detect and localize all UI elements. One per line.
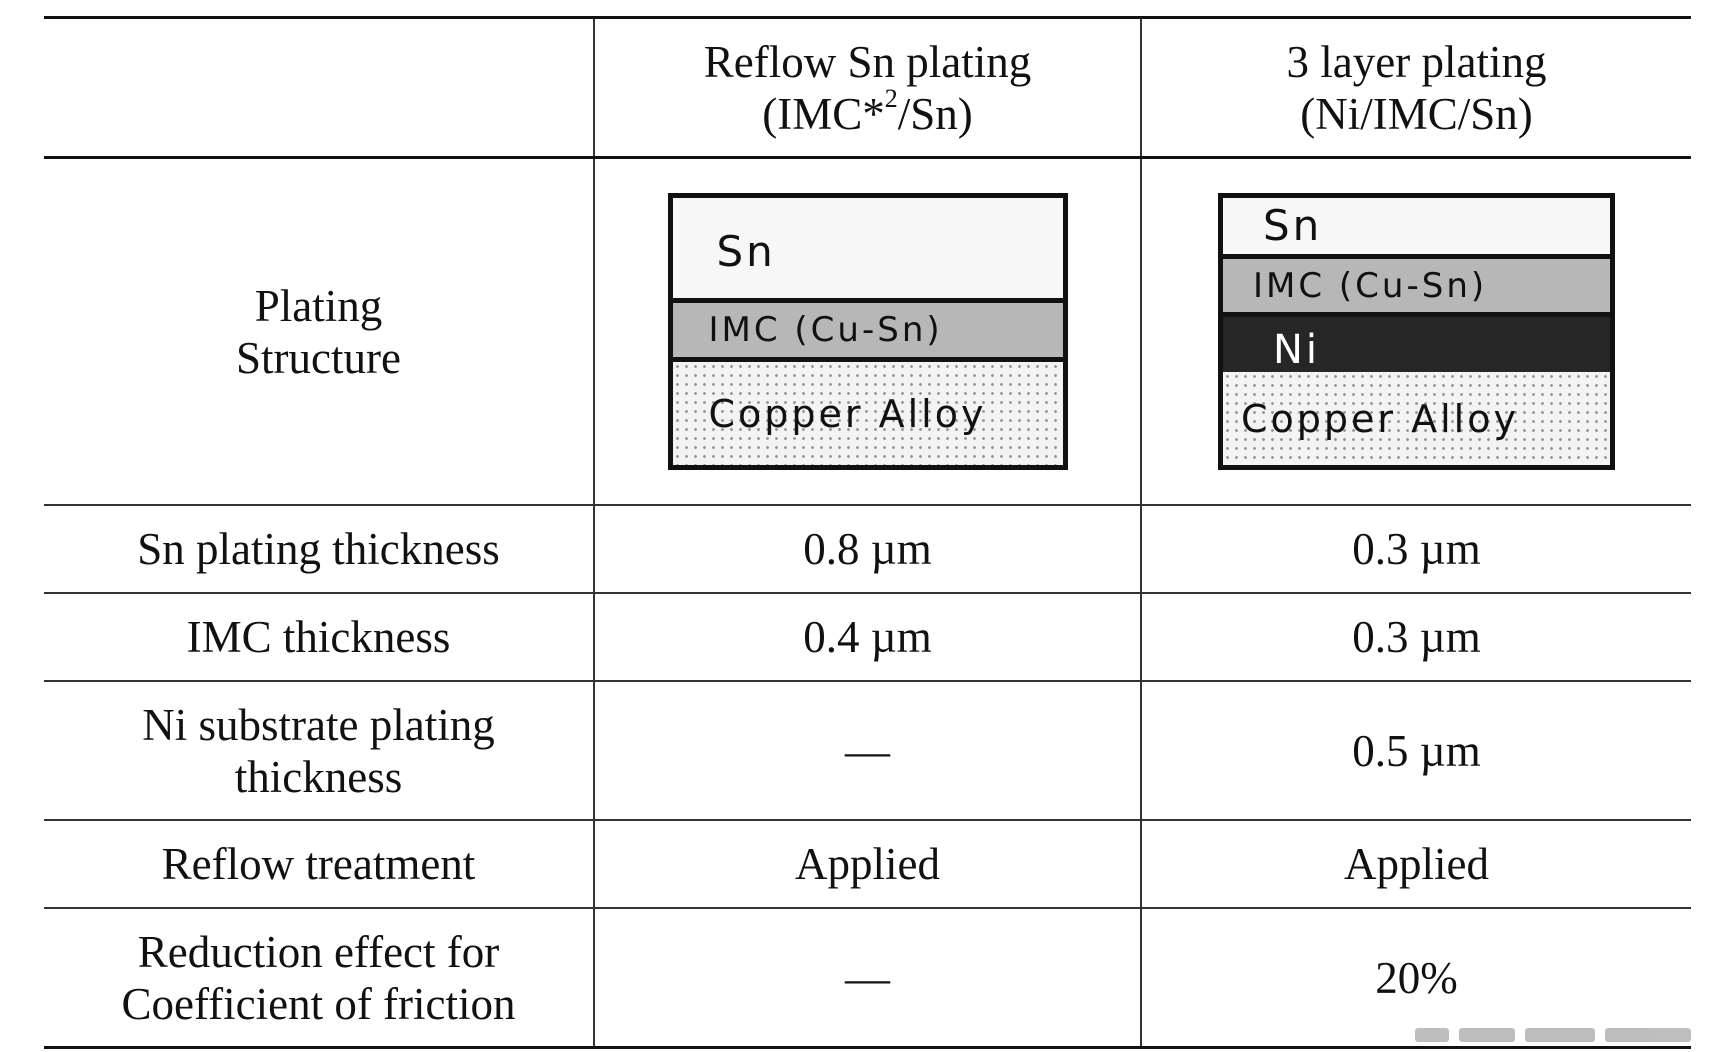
watermark-mark [1459,1028,1515,1042]
reflow-sn-value: — [594,908,1141,1048]
table-row-plating-structure [44,158,1691,506]
3-layer-structure-cell [1141,158,1691,506]
row-label: Ni substrate plating thickness [44,681,594,820]
watermark-mark [1605,1028,1691,1042]
reflow-sn-layer-diagram [668,193,1068,470]
row-label: Reduction effect for Coefficient of friction [44,908,594,1048]
imc-layer: IMC (Cu-Sn) [673,298,1063,357]
header-empty-cell [44,18,594,158]
header-3-layer-line1: 3 layer plating [1286,36,1547,87]
ni-layer: Ni [1223,312,1610,372]
watermark [1415,1024,1700,1046]
header-3-layer [1141,18,1691,158]
3-layer-value: 0.3 µm [1141,593,1691,681]
copper-alloy-layer: Copper Alloy [673,357,1063,465]
copper-alloy-layer: Copper Alloy [1223,372,1610,465]
3-layer-value: 0.3 µm [1141,505,1691,593]
reflow-sn-value: Applied [594,820,1141,908]
plating-comparison-table [44,16,1691,1049]
table-row-reflow-treatment [44,820,1691,908]
table-header-row [44,18,1691,158]
row-label: Reflow treatment [44,820,594,908]
row-label-plating-structure: Plating Structure [44,158,594,506]
header-3-layer-line2: (Ni/IMC/Sn) [1300,88,1533,139]
row-label: IMC thickness [44,593,594,681]
reflow-sn-structure-cell [594,158,1141,506]
reflow-sn-value: 0.4 µm [594,593,1141,681]
3-layer-diagram [1218,193,1615,470]
header-reflow-sn-line2: (IMC*$^2$/Sn) [762,83,973,139]
table-row-ni-thickness [44,681,1691,820]
plating-comparison-table-wrap [44,16,1691,1049]
watermark-mark [1415,1028,1449,1042]
table-row-imc-thickness [44,593,1691,681]
3-layer-value: 0.5 µm [1141,681,1691,820]
reflow-sn-value: 0.8 µm [594,505,1141,593]
row-label: Sn plating thickness [44,505,594,593]
header-reflow-sn [594,18,1141,158]
3-layer-value: 20% [1141,908,1691,1048]
sn-layer: Sn [673,198,1063,298]
watermark-mark [1525,1028,1595,1042]
3-layer-value: Applied [1141,820,1691,908]
sn-layer: Sn [1223,198,1610,254]
imc-layer: IMC (Cu-Sn) [1223,254,1610,312]
table-row-sn-thickness [44,505,1691,593]
header-reflow-sn-line1: Reflow Sn plating [703,36,1032,87]
reflow-sn-value: — [594,681,1141,820]
